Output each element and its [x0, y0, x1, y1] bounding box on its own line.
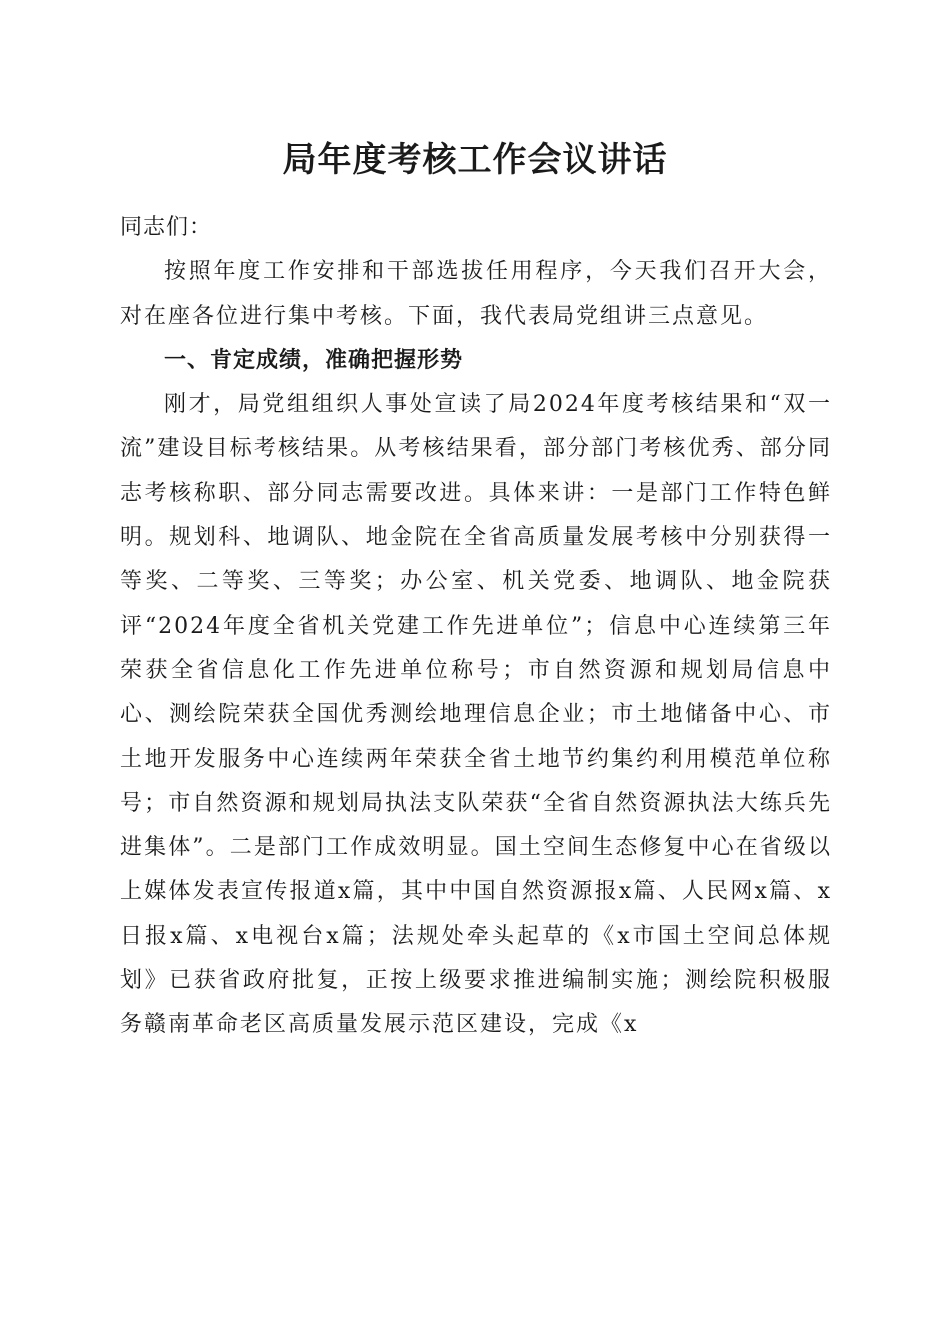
section-paragraph: 刚才，局党组组织人事处宣读了局2024年度考核结果和“双一流”建设目标考核结果。从考核结果看，部分部门考核优秀、部分同志考核称职、部分同志需要改进。具体来讲：一是部门工作特色鲜明。规划科、地调队、地金院在全省高质量发展考核中分别获得一等奖、二等奖、三等奖；办公室、机关党委、地调队、地金院获评“2024年度全省机关党建工作先进单位”；信息中心连续第三年荣获全省信息化工作先进单位称号；市自然资源和规划局信息中心、测绘院荣获全国优秀测绘地理信息企业；市土地储备中心、市土地开发服务中心连续两年荣获全省土地节约集约利用模范单位称号；市自然资源和规划局执法支队荣获“全省自然资源执法大练兵先进集体”。二是部门工作成效明显。国土空间生态修复中心在省级以上媒体发表宣传报道x篇，其中中国自然资源报x篇、人民网x篇、x日报x篇、x电视台x篇；法规处牵头起草的《x市国土空间总体规划》已获省政府批复，正按上级要求推进编制实施；测绘院积极服务赣南革命老区高质量发展示范区建设，完成《x	[120, 392, 832, 1038]
document-body	[120, 206, 832, 1048]
salutation: 同志们：	[120, 215, 213, 240]
opening-paragraph: 按照年度工作安排和干部选拔任用程序，今天我们召开大会，对在座各位进行集中考核。下面，我代表局党组讲三点意见。	[120, 259, 832, 329]
document-title: 局年度考核工作会议讲话	[282, 140, 668, 180]
section-heading: 一、肯定成绩，准确把握形势	[164, 347, 464, 373]
